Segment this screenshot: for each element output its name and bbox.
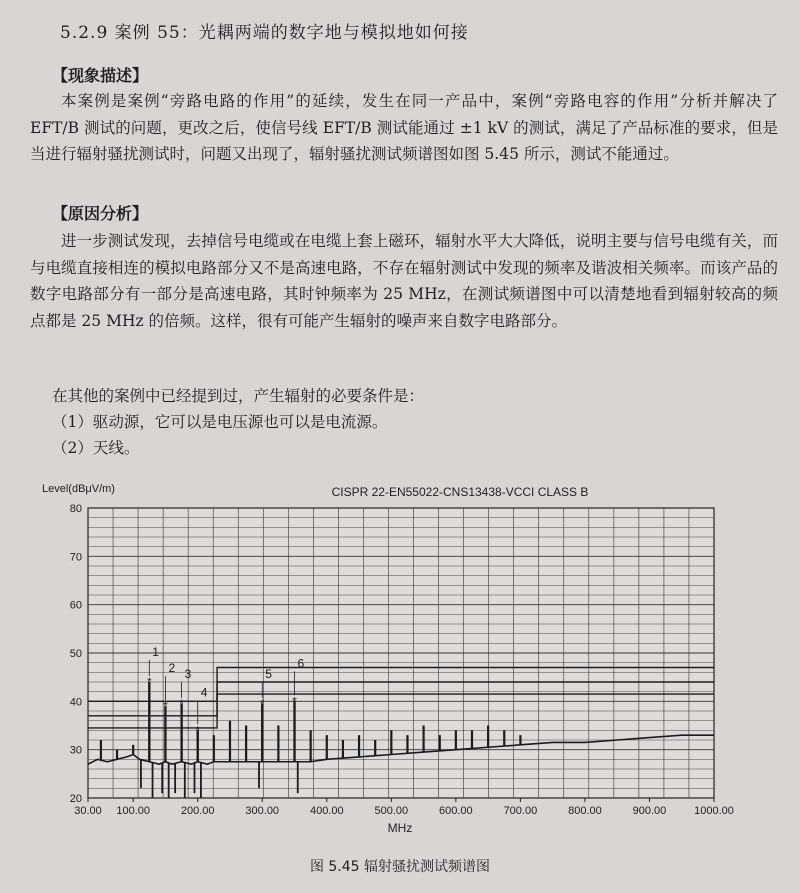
- analysis-paragraph: 进一步测试发现，去掉信号电缆或在电缆上套上磁环，辐射水平大大降低，说明主要与信号电缆有关，而与电缆直接相连的模拟电路部分又不是高速电路，不存在辐射测试中发现的频率及谐波相关频率。而该产品的数字电路部分有一部分是高速电路，其时钟频率为 25 MHz，在测试频谱图中可以清楚地看到辐射较高的频点都是 25 MHz 的倍频。这样，很有可能产生辐射的噪声来自数字电路部分。: [30, 232, 778, 330]
- x-tick-label: 1000.00: [694, 805, 734, 817]
- x-tick-label: 600.00: [439, 805, 473, 817]
- condition-item: （2）天线。: [52, 439, 140, 457]
- marker-label: 3: [184, 666, 192, 681]
- conditions-intro: 在其他的案例中已经提到过，产生辐射的必要条件是：: [52, 387, 425, 405]
- x-tick-label: 30.00: [74, 805, 102, 817]
- marker-label: 2: [168, 661, 176, 676]
- marker-label: 1: [152, 645, 159, 659]
- y-tick-label: 50: [69, 648, 82, 660]
- x-tick-label: 900.00: [632, 805, 667, 817]
- marker-star: *: [292, 694, 297, 709]
- marker-star: *: [195, 723, 201, 738]
- y-tick-label: 80: [69, 503, 82, 515]
- x-tick-label: 200.00: [180, 805, 215, 817]
- marker-label: 5: [265, 666, 272, 681]
- marker-star: *: [179, 696, 184, 711]
- x-tick-label: 500.00: [374, 805, 409, 817]
- condition-item: （1）驱动源，它可以是电压源也可以是电流源。: [52, 413, 388, 431]
- chart-title: CISPR 22-EN55022-CNS13438-VCCI CLASS B: [331, 485, 589, 499]
- chart-xlabel: MHz: [387, 821, 413, 835]
- x-tick-label: 100.00: [116, 805, 151, 817]
- y-tick-label: 30: [69, 744, 82, 757]
- analysis-heading: 【原因分析】: [52, 204, 149, 223]
- y-tick-label: 60: [69, 599, 82, 612]
- marker-label: 6: [297, 656, 305, 671]
- marker-star: *: [146, 675, 152, 689]
- chart-plot-area: [70, 503, 734, 817]
- phenomenon-heading: 【现象描述】: [52, 66, 149, 85]
- marker-star: *: [259, 696, 265, 711]
- y-tick-label: 70: [69, 551, 82, 564]
- marker-star: *: [163, 699, 168, 714]
- spectrum-chart: [0, 468, 800, 848]
- section-title: 5.2.9 案例 55：光耦两端的数字地与模拟地如何接: [60, 23, 469, 43]
- x-tick-label: 700.00: [503, 805, 538, 817]
- chart-ylabel: Level(dBμV/m): [42, 483, 115, 495]
- x-tick-label: 300.00: [245, 805, 280, 817]
- x-tick-label: 800.00: [568, 805, 602, 817]
- marker-label: 4: [200, 685, 208, 700]
- y-tick-label: 20: [69, 793, 82, 805]
- figure-caption: 图 5.45 辐射骚扰测试频谱图: [309, 859, 491, 875]
- y-tick-label: 40: [69, 696, 82, 709]
- phenomenon-paragraph: 本案例是案例“旁路电路的作用”的延续，发生在同一产品中，案例“旁路电容的作用”分析并解决了 EFT/B 测试的问题，更改之后，使信号线 EFT/B 测试能通过 ±1 kV 的测试，满足了产品标准的要求，但是当进行辐射骚扰测试时，问题又出现了，辐射骚扰测试频谱图如图 5.45 所示，测试不能通过。: [30, 92, 778, 163]
- x-tick-label: 400.00: [309, 805, 344, 817]
